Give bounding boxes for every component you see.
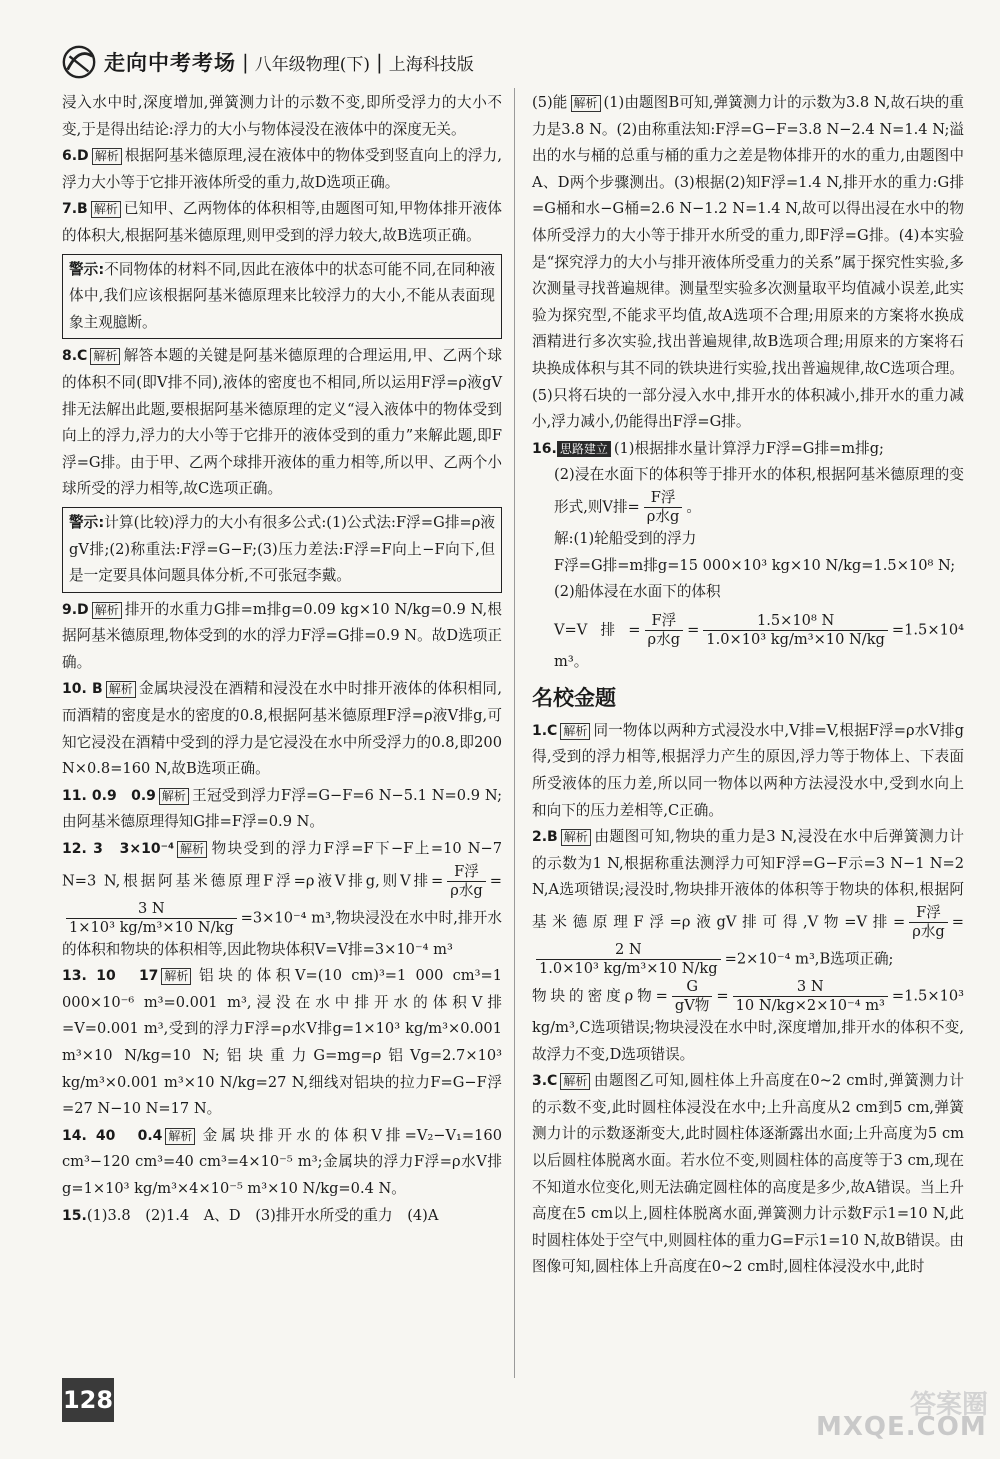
answer-14: 14. 40 0.4 解析 金属块排开水的体积V排=V₂−V₁=160 cm³−120 cm³=40 cm³=4×10⁻⁵ m³;金属块的浮力F浮=ρ水V排g=1×10³ kg/m³×4×10⁻⁵ m³×10 N/kg=0.4 N。 bbox=[62, 1126, 502, 1197]
solution-eq1: F浮=G排=m排g=15 000×10³ kg×10 N/kg=1.5×10⁸ N; bbox=[554, 556, 956, 574]
column-divider bbox=[514, 88, 515, 1378]
answer-13: 13. 10 17 解析 铝块的体积V=(10 cm)³=1 000 cm³=1 000×10⁻⁶ m³=0.001 m³,浸没在水中排开水的体积V排=V=0.001 m³,受到的浮力F浮=ρ水V排g=1×10³ kg/m³×0.001 m³×10 N/kg=10 N;铝块重力G=mg=ρ铝Vg=2.7×10³ kg/m³×0.001 m³×10 N/kg=27 N,细线对铝块的拉力F=G−F浮=27 N−10 N=17 N。 bbox=[62, 967, 502, 1118]
solution-eq2: V=V排= $\frac{\text{F浮}}{\text{ρ水g}}$ = $\frac{\text{1.5×10⁸ N}}{\text{1.0×10³ kg/m³×10 N/kg}}$ =1.5×10⁴ m³。 bbox=[554, 611, 964, 670]
book-publisher: 上海科技版 bbox=[388, 54, 474, 75]
watermark-logo: 答案圈 bbox=[909, 1390, 988, 1420]
exam-answer-1: 1.C 解析 同一物体以两种方式浸没水中,V排=V,根据F浮=ρ水V排g得,受到的浮力相等,根据浮力产生的原因,浮力等于物体上、下表面所受液体的压力差,所以同一物体以两种方法浸没水中,受到水向上和向下的压力差相等,C正确。 bbox=[532, 721, 964, 819]
answer-9: 9.D 解析 排开的水重力G排=m排g=0.09 kg×10 N/kg=0.9 N,根据阿基米德原理,物体受到的水的浮力F浮=G排=0.9 N。故D选项正确。 bbox=[62, 600, 502, 671]
answer-6: 6.D 解析 根据阿基米德原理,浸在液体中的物体受到竖直向上的浮力,浮力大小等于它排开液体所受的重力,故D选项正确。 bbox=[62, 147, 502, 191]
book-title: 走向中考考场 bbox=[104, 51, 236, 75]
solution-label: 解:(1)轮船受到的浮力 bbox=[554, 529, 697, 547]
publisher-logo-icon bbox=[60, 43, 98, 81]
page-number: 128 bbox=[62, 1378, 114, 1422]
book-subject: 八年级物理(下) bbox=[254, 54, 371, 75]
exam-answer-2: 2.B 解析 由题图可知,物块的重力是3 N,浸没在水中后弹簧测力计的示数为1 N,根据称重法测浮力可知F浮=G−F示=3 N−1 N=2 N,A选项错误;浸没时,物块排开液体的体积等于物块的体积,根据阿基米德原理F浮=ρ液gV排可得,V物=V排= $\frac{\text{F浮}}{\text{ρ水g}}$ = $\frac{2 N}{\text{1.0×10³ kg/m³×10 N/kg}}$ =2×10⁻⁴ m³,B选项正确; bbox=[532, 828, 964, 978]
thinking-label: 思路建立 bbox=[557, 441, 611, 457]
answer-15-continued: (5)能 解析 (1)由题图B可知,弹簧测力计的示数为3.8 N,故石块的重力是3.8 N。(2)由称重法知:F浮=G−F=3.8 N−2.4 N=1.4 N;溢出的水与桶的总重与桶的重力之差是物体排开的水的重力,由题图中A、D两个步骤测出。(3)根据(2)知F浮=1.4 N,排开水的重力:G排=G桶和水−G桶=2.6 N−1.2 N=1.4 N,故可以得出浸在水中的物体所受浮力的大小等于排开水所受的重力,即F浮=G排。(4)本实验是“探究浮力的大小与排开液体所受重力的关系”属于探究性实验,多次测量寻找普遍规律。测量型实验多次测量取平均值减小误差,此实验为探究型,不能求平均值,故A选项不合理;用原来的方案将水换成酒精进行多次实验,找出普遍规律,故B选项合理;用原来的方案将石块换成体积与其不同的铁块进行实验,找出普遍规律,故C选项合理。(5)只将石块的一部分浸入水中,排开水的体积减小,排开水的重力减小,浮力减小,仍能得出F浮=G排。 bbox=[532, 94, 964, 431]
exam-answer-3: 3.C 解析 由题图乙可知,圆柱体上升高度在0~2 cm时,弹簧测力计的示数不变,此时圆柱体浸没在水中;上升高度从2 cm到5 cm,弹簧测力计的示数逐渐变大,此时圆柱体逐渐露出水面;上升高度为5 cm以后圆柱体脱离水面。若水位不变,则圆柱体的高度等于3 cm,现在不知道水位变化,则无法确定圆柱体的高度是多少,故A错误。当上升高度在5 cm以上,圆柱体脱离水面,弹簧测力计示数F示1=10 N,此时圆柱体处于空气中,则圆柱体的重力G=F示1=10 N,故B错误。由图像可知,圆柱体上升高度在0~2 cm时,圆柱体浸没水中,此时 bbox=[532, 1072, 964, 1276]
answer-11: 11. 0.9 0.9 解析 王冠受到浮力F浮=G−F=6 N−5.1 N=0.9 N;由阿基米德原理得知G排=F浮=0.9 N。 bbox=[62, 786, 503, 831]
answer-8: 8.C 解析 解答本题的关键是阿基米德原理的合理运用,甲、乙两个球的体积不同(即V排不同),液体的密度也不相同,所以运用F浮=ρ液gV排无法解出此题,要根据阿基米德原理的定义“浸入液体中的物体受到向上的浮力,浮力的大小等于它排开的液体受到的重力”来解此题,即F浮=G排。由于甲、乙两个球排开液体的重力相等,所以甲、乙两个小球所受的浮力相等,故C选项正确。 bbox=[62, 347, 502, 498]
answer-16-step2: (2)浸在水面下的体积等于排开水的体积,根据阿基米德原理的变形式,则V排= $\frac{\text{F浮}}{\text{ρ水g}}$ 。 bbox=[554, 466, 964, 525]
fraction: $\frac{\text{F浮}}{\text{ρ水g}}$ bbox=[644, 489, 683, 526]
left-column bbox=[62, 90, 502, 1229]
exam-answer-2-density: 物块的密度ρ物= $\frac{G}{\text{gV物}}$ = $\frac{3 N}{\text{10 N/kg×2×10⁻⁴ m³}}$ =1.5×10³ kg/m³,C选项错误;物块浸没在水中时,深度增加,排开水的体积不变,故浮力不变,D选项错误。 bbox=[532, 978, 964, 1063]
fraction: $\frac{\text{F浮}}{\text{ρ水g}}$ bbox=[645, 612, 684, 649]
fraction: $\frac{G}{\text{gV物}}$ bbox=[672, 978, 712, 1015]
right-column bbox=[532, 90, 964, 1281]
fraction: $\frac{\text{F浮}}{\text{ρ水g}}$ bbox=[909, 904, 948, 941]
fraction: $\frac{3 N}{\text{10 N/kg×2×10⁻⁴ m³}}$ bbox=[733, 978, 888, 1015]
section-title: 名校金题 bbox=[532, 686, 616, 711]
answer-10: 10. B 解析 金属块浸没在酒精和浸没在水中时排开液体的体积相同,而酒精的密度是水的密度的0.8,根据阿基米德原理F浮=ρ液V排g,可知它浸没在酒精中受到的浮力是它浸没在水中所受浮力的0.8,即200 N×0.8=160 N,故B选项正确。 bbox=[62, 680, 502, 778]
page-header: 走向中考考场 | 八年级物理(下) | 上海科技版 bbox=[60, 42, 940, 82]
answer-12: 12. 3 3×10⁻⁴ 解析 物块受到的浮力F浮=F下−F上=10 N−7 N=3 N,根据阿基米德原理F浮=ρ液V排g,则V排= $\frac{\text{F浮}}{\text{ρ水g}}$ = $\frac{3 N}{\text{1×10³ kg/m³×10 N/kg}}$ =3×10⁻⁴ m³,物块浸没在水中时,排开水的体积和物块的体积相等,因此物块体积V=V排=3×10⁻⁴ m³ bbox=[62, 840, 502, 958]
warning-box-1: 警示:不同物体的材料不同,因此在液体中的状态可能不同,在同种液体中,我们应该根据阿基米德原理来比较浮力的大小,不能从表面现象主观臆断。 bbox=[62, 254, 502, 340]
fraction: $\frac{3 N}{\text{1×10³ kg/m³×10 N/kg}}$ bbox=[66, 900, 237, 937]
fraction: $\frac{\text{1.5×10⁸ N}}{\text{1.0×10³ kg/m³×10 N/kg}}$ bbox=[703, 612, 888, 649]
answer-7: 7.B 解析 已知甲、乙两物体的体积相等,由题图可知,甲物体排开液体的体积大,根据阿基米德原理,则甲受到的浮力较大,故B选项正确。 bbox=[62, 200, 502, 244]
answer-15: 15.(1)3.8 (2)1.4 A、D (3)排开水所受的重力 (4)A bbox=[62, 1206, 439, 1224]
answer-16: 16. 思路建立 (1)根据排水量计算浮力F浮=G排=m排g; bbox=[532, 439, 884, 457]
solution-sub2: (2)船体浸在水面下的体积 bbox=[554, 583, 721, 601]
fraction: $\frac{2 N}{\text{1.0×10³ kg/m³×10 N/kg}}$ bbox=[536, 941, 721, 978]
q5-continuation: 浸入水中时,深度增加,弹簧测力计的示数不变,即所受浮力的大小不变,于是得出结论:浮力的大小与物体浸没在液体中的深度无关。 bbox=[62, 94, 502, 138]
fraction: $\frac{\text{F浮}}{\text{ρ水g}}$ bbox=[447, 863, 486, 900]
warning-box-2: 警示:计算(比较)浮力的大小有很多公式:(1)公式法:F浮=G排=ρ液gV排;(2)称重法:F浮=G−F;(3)压力差法:F浮=F向上−F向下,但是一定要具体问题具体分析,不可张冠李戴。 bbox=[62, 507, 502, 593]
watermark-url: MXQE.COM bbox=[816, 1412, 987, 1442]
